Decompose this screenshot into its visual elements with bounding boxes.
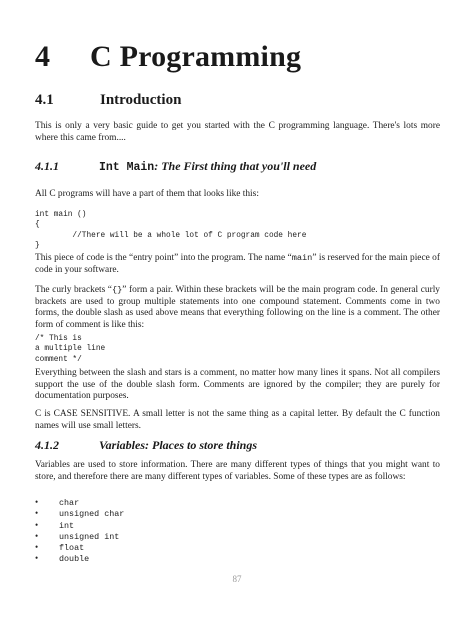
text-segment: ” is reserved for the main piece of code in your software.: [35, 253, 440, 275]
chapter-title: C Programming: [90, 40, 302, 73]
list-item-text: float: [59, 543, 85, 554]
list-item: [35, 542, 124, 553]
subsection-title: Variables: Places to store things: [99, 438, 258, 452]
chapter-number: 4: [35, 40, 51, 73]
list-item-text: char: [59, 498, 80, 508]
list-item-text: unsigned char: [59, 509, 125, 520]
subsection-code-term: Int Main: [99, 161, 155, 174]
chapter-heading: [35, 40, 301, 74]
paragraph-entry-point: [35, 253, 440, 276]
subsection-heading-main: [35, 159, 316, 174]
bullet-icon: •: [35, 542, 39, 553]
paragraph-variables: Variables are used to store information. There are many different types of things that you might want to store, and therefore there are many different types of variables. Some of these types are as follows:: [35, 460, 440, 482]
intro-paragraph: This is only a very basic guide to get you started with the C programming language. There's lots more where this came from....: [35, 121, 440, 143]
paragraph-all-programs: All C programs will have a part of them that looks like this:: [35, 189, 259, 199]
bullet-icon: •: [35, 519, 39, 530]
inline-code: main: [291, 253, 313, 263]
section-title: Introduction: [100, 92, 182, 108]
paragraph-case-sensitive: C is CASE SENSITIVE. A small letter is not the same thing as a capital letter. By default the C function names will use small letters.: [35, 409, 440, 431]
subsection-number: 4.1.2: [35, 438, 59, 452]
code-block-comment: /* This is a multiple line comment */: [35, 335, 106, 364]
variable-type-list: [35, 497, 124, 565]
text-segment: The curly brackets “: [35, 285, 112, 295]
bullet-icon: •: [35, 530, 39, 541]
list-item: [35, 520, 124, 531]
bullet-icon: •: [35, 508, 39, 519]
subsection-title: : The First thing that you'll need: [154, 159, 317, 173]
list-item-text: int: [59, 520, 75, 531]
code-block-main: int main () { //There will be a whole lot of C program code here }: [35, 211, 307, 250]
paragraph-curly-brackets: [35, 285, 440, 331]
bullet-icon: •: [35, 553, 39, 564]
text-segment: ” form a pair. Within these brackets will be the main program code. In general curly brackets are used to group multiple statements into one compound statement. Comments come in two forms, the double slash as used above means that everything following on the line is a comment. The other form of comment is like this:: [35, 285, 440, 330]
list-item: [35, 531, 124, 542]
list-item-text: double: [59, 554, 90, 565]
section-number: 4.1: [35, 92, 54, 108]
list-item: [35, 508, 124, 519]
page-number: 87: [232, 574, 242, 584]
list-item: [35, 553, 124, 564]
bullet-icon: •: [35, 497, 39, 507]
subsection-heading-variables: [35, 438, 257, 453]
inline-code: {}: [111, 285, 123, 295]
paragraph-comments: Everything between the slash and stars is a comment, no matter how many lines it spans. Not all compilers support the use of the double slash form. Comments are ignored by the compiler; they are purely for documentation purposes.: [35, 368, 440, 402]
list-item-text: unsigned int: [59, 531, 120, 542]
subsection-number: 4.1.1: [35, 159, 59, 173]
section-heading: [35, 92, 181, 109]
text-segment: This piece of code is the “entry point” into the program. The name “: [35, 253, 292, 263]
list-item: [35, 497, 124, 508]
